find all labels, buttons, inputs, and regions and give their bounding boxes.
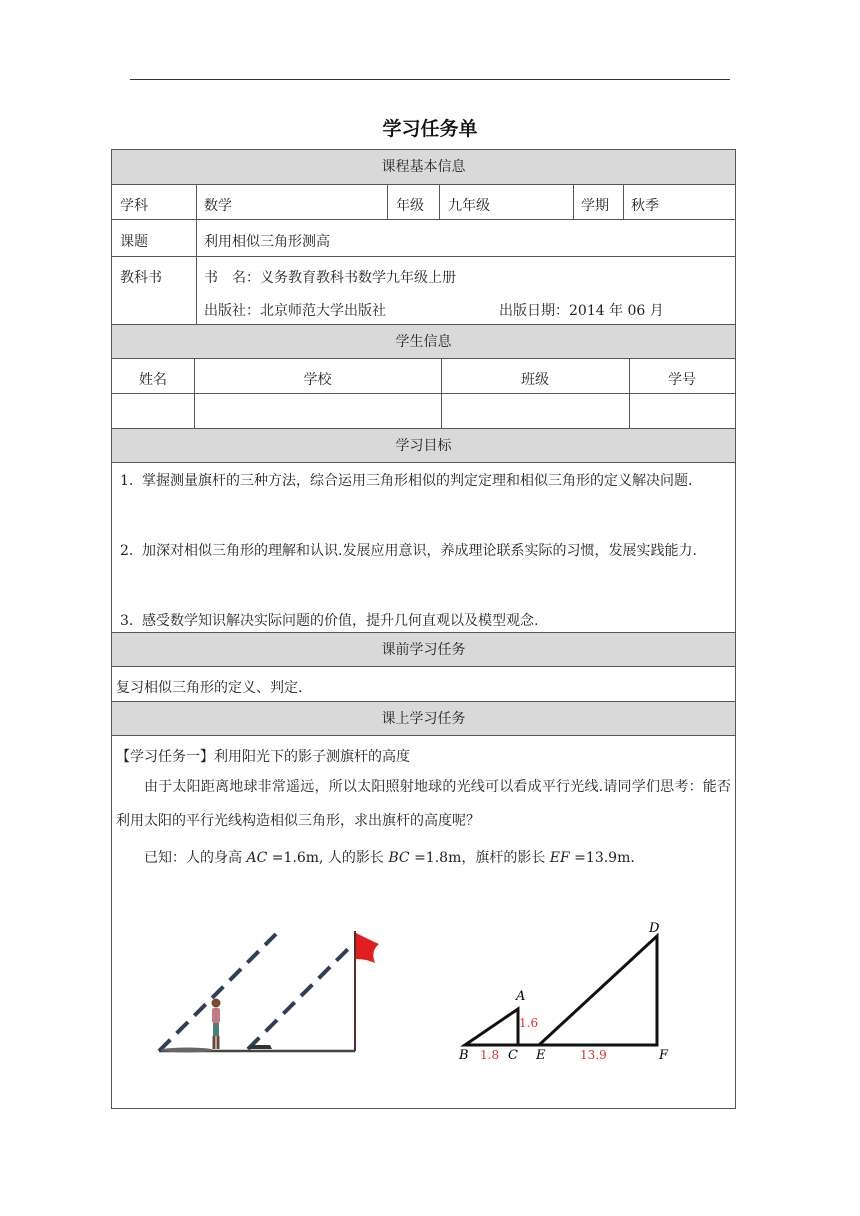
given-prefix: 已知：人的身高: [144, 850, 247, 866]
student-class-input[interactable]: [442, 394, 629, 428]
flag-icon: [356, 933, 379, 963]
section-pre-class: 课前学习任务: [112, 632, 735, 667]
objective-2-text: 加深对相似三角形的理解和认识.发展应用意识，养成理论联系实际的习惯，发展实践能力.: [142, 543, 697, 559]
section-in-class: 课上学习任务: [112, 701, 735, 736]
pre-class-task: 复习相似三角形的定义、判定.: [116, 680, 303, 696]
ac-value: =1.6m, 人的影长: [267, 850, 389, 866]
subject-value: 数学: [204, 198, 232, 214]
task-one-intro: 由于太阳距离地球非常遥远，所以太阳照射地球的光线可以看成平行光线.请同学们思考：能否利用太阳的平行光线构造相似三角形，求出旗杆的高度呢？: [116, 779, 731, 829]
large-triangle-def: [539, 936, 657, 1045]
label-f: F: [659, 1048, 669, 1060]
small-triangle-abc: [465, 1009, 518, 1045]
student-name-input[interactable]: [112, 394, 194, 428]
term-value: 秋季: [631, 198, 659, 214]
student-name-header: 姓名: [139, 372, 167, 388]
label-d: D: [649, 921, 660, 936]
grade-value: 九年级: [448, 198, 490, 214]
measure-ef: 13.9: [580, 1048, 607, 1060]
objective-3-text: 感受数学知识解决实际问题的价值，提升几何直观以及模型观念.: [142, 613, 539, 629]
student-id-header: 学号: [668, 372, 696, 388]
similar-triangles-diagram: [452, 920, 682, 1060]
section-basic-info: 课程基本信息: [112, 150, 735, 185]
label-b: B: [459, 1048, 469, 1060]
student-class-header: 班级: [521, 372, 549, 388]
sun-ray-2: [248, 947, 350, 1049]
ac-symbol: AC: [246, 850, 268, 866]
page-title: 学习任务单: [382, 118, 478, 140]
task-sheet-table: [111, 149, 736, 1109]
objective-1: [120, 464, 732, 499]
label-a: A: [516, 989, 526, 1004]
bc-value: =1.8m，旗杆的影长: [409, 850, 550, 866]
section-student-info: 学生信息: [112, 324, 735, 359]
student-school-header: 学校: [303, 372, 332, 388]
subject-label: 学科: [120, 198, 148, 214]
textbook-date: 出版日期：2014 年 06 月: [499, 303, 664, 319]
textbook-label: 教科书: [120, 270, 162, 286]
label-e: E: [536, 1048, 546, 1060]
textbook-name: 书 名：义务教育教科书数学九年级上册: [204, 270, 456, 286]
objective-1-number: 1.: [120, 473, 134, 489]
measure-bc: 1.8: [480, 1048, 500, 1060]
task-one-given: [144, 847, 635, 867]
header-rule: [130, 79, 730, 80]
objective-2-number: 2.: [120, 543, 134, 559]
sunlight-shadow-illustration: [152, 925, 392, 1060]
objective-2: [120, 534, 732, 569]
person-figure: [212, 999, 221, 1050]
section-objectives: 学习目标: [112, 428, 735, 463]
ef-symbol: EF: [549, 850, 570, 866]
grade-label: 年级: [396, 198, 424, 214]
objective-1-text: 掌握测量旗杆的三种方法，综合运用三角形相似的判定定理和相似三角形的定义解决问题.: [142, 473, 693, 489]
topic-value: 利用相似三角形测高: [204, 234, 330, 250]
bc-symbol: BC: [388, 850, 410, 866]
textbook-publisher: 出版社：北京师范大学出版社: [204, 303, 386, 319]
label-c: C: [508, 1048, 518, 1060]
student-school-input[interactable]: [195, 394, 441, 428]
objective-3-number: 3.: [120, 613, 134, 629]
ef-value: =13.9m.: [569, 850, 635, 866]
person-shadow: [161, 1048, 213, 1053]
task-one-title: 【学习任务一】利用阳光下的影子测旗杆的高度: [116, 749, 410, 765]
measure-ac: 1.6: [519, 1016, 539, 1030]
topic-label: 课题: [120, 234, 148, 250]
student-id-input[interactable]: [630, 394, 735, 428]
term-label: 学期: [581, 198, 609, 214]
